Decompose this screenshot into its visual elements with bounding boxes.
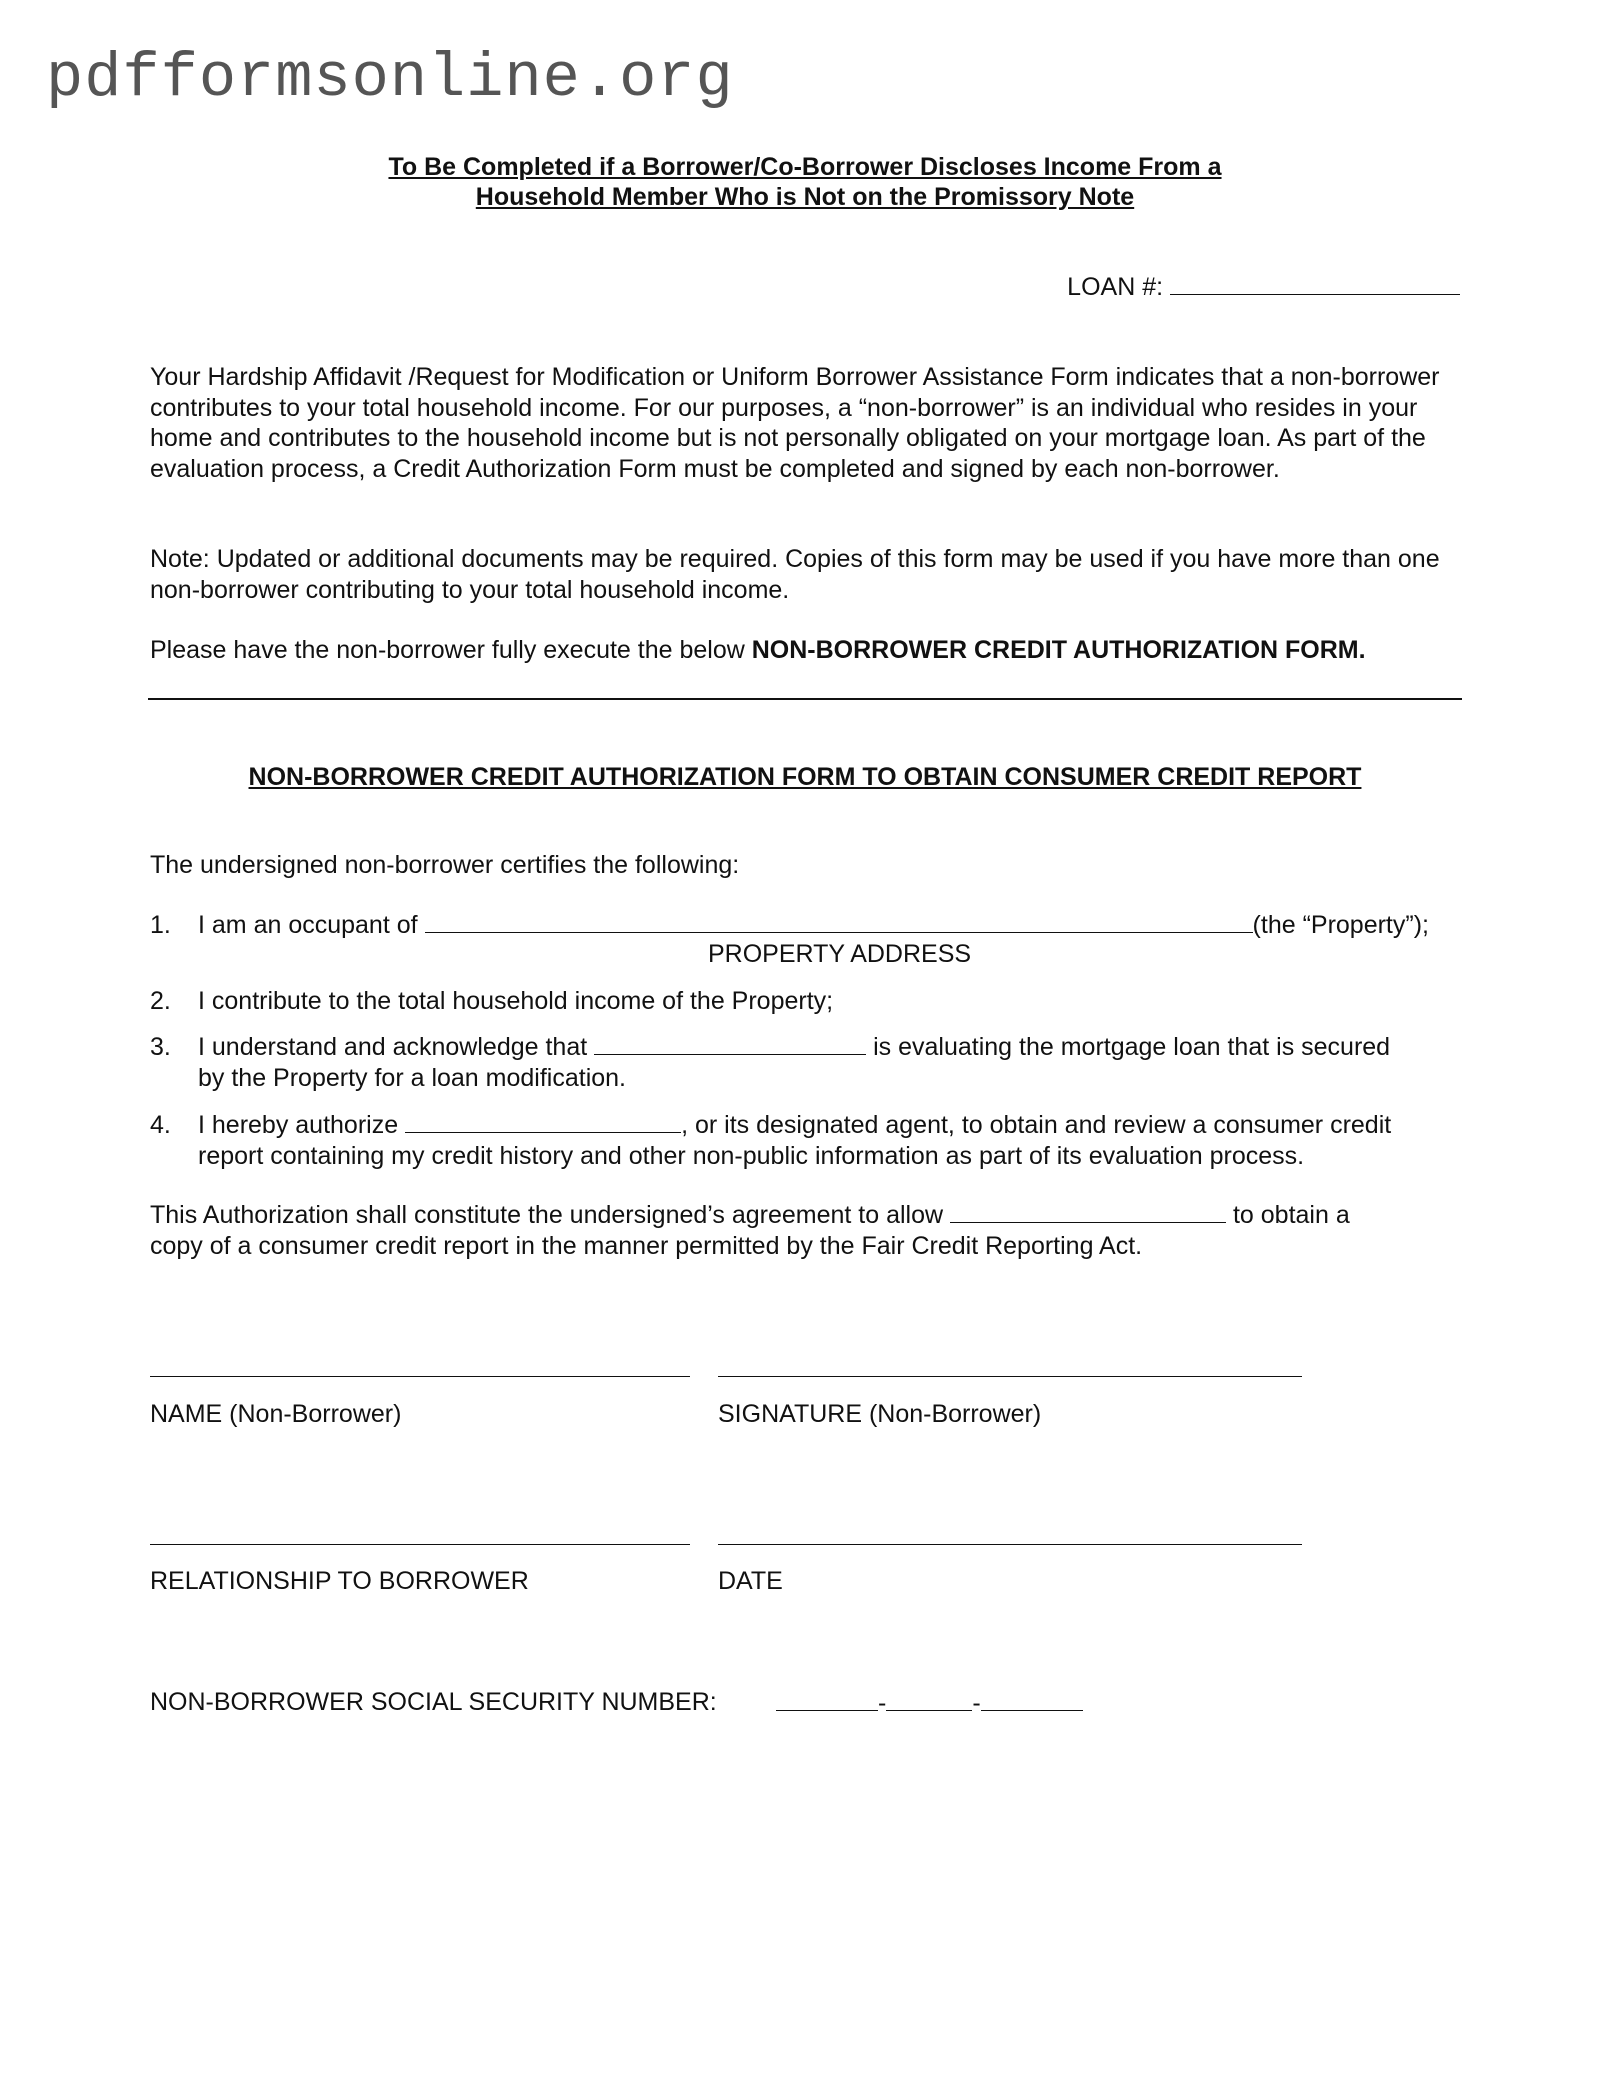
ssn-field xyxy=(776,1688,1083,1718)
loan-number-label: LOAN #: xyxy=(1067,273,1164,301)
intro-paragraph-1: Your Hardship Affidavit /Request for Modification or Uniform Borrower Assistance Form indicates that a non-borrower contributes to your total household income. For our purposes, a “non-borrower” is an individual who resides in your home and contributes to the household income but is not personally obligated on your mortgage loan. As part of the evaluation process, a Credit Authorization Form must be completed and signed by each non-borrower. xyxy=(150,363,1440,483)
date-label: DATE xyxy=(718,1567,783,1595)
authorization-line2: copy of a consumer credit report in the manner permitted by the Fair Credit Reporting Act. xyxy=(150,1231,1143,1260)
intro-paragraph-2: Note: Updated or additional documents may be required. Copies of this form may be used if you have more than one non-borrower contributing to your total household income. xyxy=(150,545,1440,604)
ssn-part-3-blank[interactable] xyxy=(981,1688,1083,1711)
watermark-logo: pdfformsonline.org xyxy=(46,43,734,114)
intro-paragraph-3-text: Please have the non-borrower fully execute the below xyxy=(150,636,752,664)
certifies-statement: The undersigned non-borrower certifies the following: xyxy=(150,851,740,879)
signature-label: SIGNATURE (Non-Borrower) xyxy=(718,1400,1042,1428)
intro-paragraph-3 xyxy=(150,635,1460,666)
form-title: NON-BORROWER CREDIT AUTHORIZATION FORM TO OBTAIN CONSUMER CREDIT REPORT xyxy=(248,763,1362,791)
header-title-line2: Household Member Who is Not on the Promissory Note xyxy=(475,183,1135,211)
loan-number-field xyxy=(1067,272,1460,302)
item-3-post: is evaluating the mortgage loan that is secured xyxy=(873,1033,1391,1061)
relationship-label: RELATIONSHIP TO BORROWER xyxy=(150,1567,529,1595)
item-1-number: 1. xyxy=(150,911,171,939)
loan-number-blank[interactable] xyxy=(1170,272,1460,295)
ssn-label: NON-BORROWER SOCIAL SECURITY NUMBER: xyxy=(150,1688,717,1716)
item-1-pre: I am an occupant of xyxy=(198,911,418,939)
item-4-post: , or its designated agent, to obtain and review a consumer credit xyxy=(681,1111,1392,1139)
item-3-text xyxy=(198,1032,1460,1093)
authorization-post: to obtain a xyxy=(1232,1201,1350,1229)
ssn-separator-2: - xyxy=(972,1689,981,1717)
authorization-paragraph xyxy=(150,1200,1460,1261)
ssn-separator-1: - xyxy=(878,1689,887,1717)
relationship-line[interactable] xyxy=(150,1544,690,1545)
intro-paragraph-3-bold: NON-BORROWER CREDIT AUTHORIZATION FORM. xyxy=(751,636,1366,664)
date-line[interactable] xyxy=(718,1544,1302,1545)
ssn-part-2-blank[interactable] xyxy=(886,1688,972,1711)
ssn-part-1-blank[interactable] xyxy=(776,1688,878,1711)
item-4-line2: report containing my credit history and other non-public information as part of its evaluation process. xyxy=(198,1141,1305,1170)
property-address-caption: PROPERTY ADDRESS xyxy=(708,940,972,968)
name-label: NAME (Non-Borrower) xyxy=(150,1400,402,1428)
authorization-party-blank[interactable] xyxy=(950,1200,1226,1223)
name-line[interactable] xyxy=(150,1376,690,1377)
item-4-text xyxy=(198,1110,1460,1171)
evaluator-name-blank[interactable] xyxy=(594,1032,866,1055)
item-4-number: 4. xyxy=(150,1111,171,1139)
item-3-pre: I understand and acknowledge that xyxy=(198,1033,588,1061)
header-title-line1: To Be Completed if a Borrower/Co-Borrower Discloses Income From a xyxy=(388,153,1222,181)
property-address-blank[interactable] xyxy=(425,910,1253,933)
item-4-pre: I hereby authorize xyxy=(198,1111,399,1139)
item-3-number: 3. xyxy=(150,1033,171,1061)
item-1-post: (the “Property”); xyxy=(1252,911,1429,939)
item-2-text: I contribute to the total household income of the Property; xyxy=(198,987,834,1015)
authorization-pre: This Authorization shall constitute the undersigned’s agreement to allow xyxy=(150,1201,944,1229)
item-1-text xyxy=(198,910,1460,941)
authorized-party-blank[interactable] xyxy=(405,1110,681,1133)
signature-line[interactable] xyxy=(718,1376,1302,1377)
item-2-number: 2. xyxy=(150,987,171,1015)
section-divider xyxy=(148,698,1462,700)
item-3-line2: by the Property for a loan modification. xyxy=(198,1063,627,1092)
